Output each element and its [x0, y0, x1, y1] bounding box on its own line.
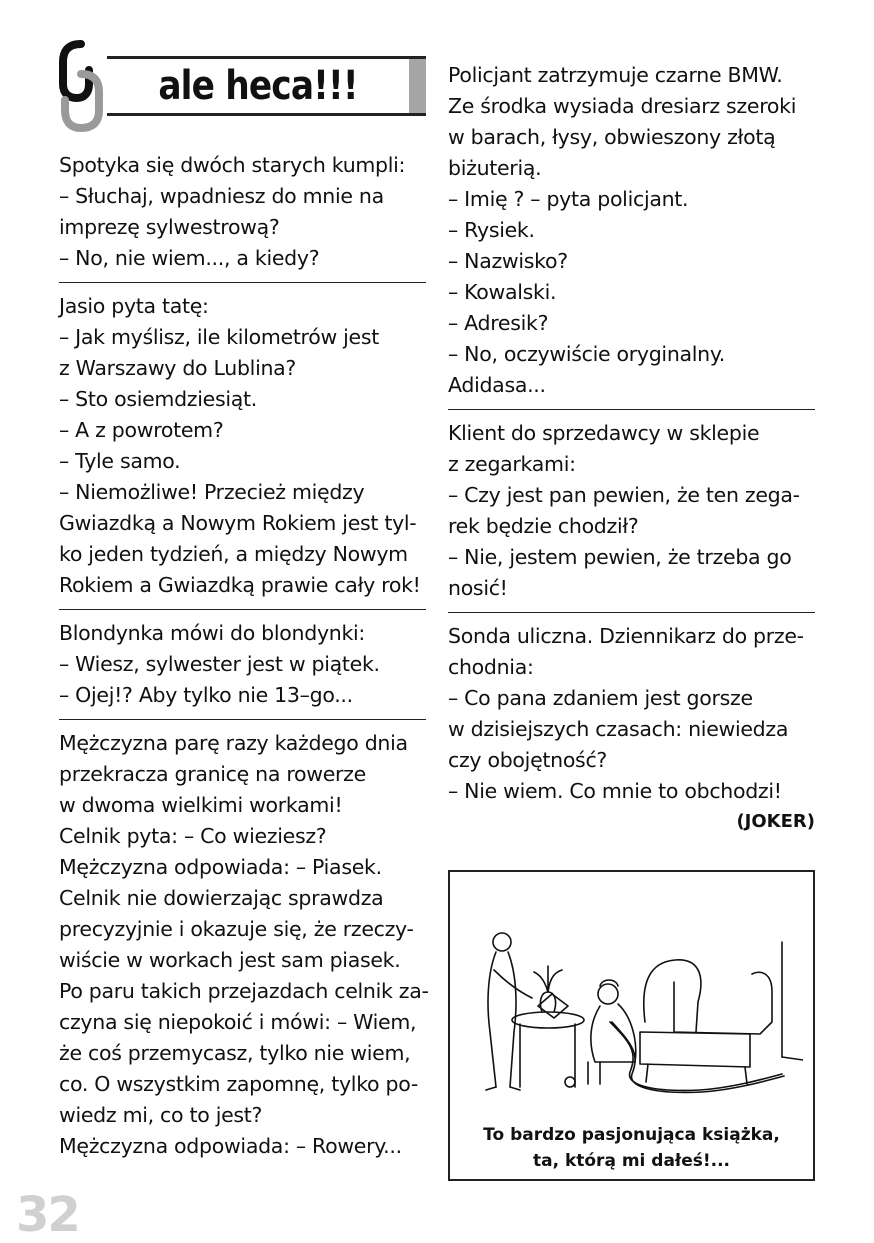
joke-line: Blondynka mówi do blondynki: — [59, 621, 366, 645]
joke — [59, 283, 426, 609]
joke-line: wiedz mi, co to jest? — [59, 1103, 263, 1127]
joke-line: Adidasa... — [448, 373, 546, 397]
joke-line: Celnik pyta: – Co wieziesz? — [59, 824, 327, 848]
joke-line: – No, nie wiem..., a kiedy? — [59, 246, 320, 270]
joke-line: czy obojętność? — [448, 748, 607, 772]
joke-line: nosić! — [448, 576, 508, 600]
joke-line: – Kowalski. — [448, 280, 557, 304]
joke-line: – Jak myślisz, ile kilometrów jest — [59, 325, 379, 349]
joke-line: Jasio pyta tatę: — [59, 294, 209, 318]
joke-line: – Ojej!? Aby tylko nie 13–go... — [59, 683, 353, 707]
joke-line: Mężczyzna odpowiada: – Piasek. — [59, 855, 382, 879]
joke-line: z zegarkami: — [448, 452, 576, 476]
source-credit: (JOKER) — [736, 811, 815, 832]
joke-line: Po paru takich przejazdach celnik za- — [59, 979, 429, 1003]
joke-line: – A z powrotem? — [59, 418, 224, 442]
joke-line: w dwoma wielkimi workami! — [59, 793, 343, 817]
joke-line: Klient do sprzedawcy w sklepie — [448, 421, 760, 445]
joke-line: Mężczyzna odpowiada: – Rowery... — [59, 1134, 402, 1158]
joke-line: w dzisiejszych czasach: niewiedza — [448, 717, 789, 741]
joke-line: rek będzie chodził? — [448, 514, 639, 538]
paperclip-logo-icon — [59, 40, 103, 132]
joke — [448, 613, 815, 845]
joke-line: Policjant zatrzymuje czarne BMW. — [448, 63, 783, 87]
joke-line: imprezę sylwestrową? — [59, 215, 280, 239]
section-header — [59, 40, 426, 132]
joke-line: – Słuchaj, wpadniesz do mnie na — [59, 184, 384, 208]
joke-line: – Nazwisko? — [448, 249, 568, 273]
cartoon-box — [448, 870, 815, 1181]
joke-line: – Niemożliwe! Przecież między — [59, 480, 365, 504]
joke-line: w barach, łysy, obwieszony złotą — [448, 125, 776, 149]
joke-line: co. O wszystkim zapomnę, tylko po- — [59, 1072, 418, 1096]
left-column — [59, 142, 429, 1170]
joke-line: – Czy jest pan pewien, że ten zega- — [448, 483, 800, 507]
right-column — [448, 52, 815, 845]
joke-line: Gwiazdką a Nowym Rokiem jest tyl- — [59, 511, 417, 535]
joke-line: – Adresik? — [448, 311, 549, 335]
page-number: 32 — [16, 1187, 79, 1243]
joke-line: Mężczyzna parę razy każdego dnia — [59, 731, 408, 755]
joke-line: ko jeden tydzień, a między Nowym — [59, 542, 408, 566]
joke-line: – No, oczywiście oryginalny. — [448, 342, 725, 366]
joke-line: – Tyle samo. — [59, 449, 181, 473]
joke — [59, 610, 426, 719]
title-accent-bar — [409, 59, 426, 113]
caption-line: ta, którą mi dałeś!... — [532, 1151, 731, 1171]
joke-line: – Sto osiemdziesiąt. — [59, 387, 257, 411]
joke-line: – Nie wiem. Co mnie to obchodzi! — [448, 779, 782, 803]
joke-line: biżuterią. — [448, 156, 542, 180]
joke — [59, 720, 429, 1170]
joke-line: chodnia: — [448, 655, 534, 679]
joke-line: – Imię ? – pyta policjant. — [448, 187, 689, 211]
joke-line: Sonda uliczna. Dziennikarz do prze- — [448, 624, 804, 648]
joke-line: Ze środka wysiada dresiarz szeroki — [448, 94, 797, 118]
joke-line: przekracza granicę na rowerze — [59, 762, 366, 786]
joke — [448, 410, 815, 612]
joke-line: – Rysiek. — [448, 218, 535, 242]
joke-line: Spotyka się dwóch starych kumpli: — [59, 153, 406, 177]
joke — [59, 142, 426, 282]
cartoon-illustration — [460, 882, 803, 1112]
joke-line: z Warszawy do Lublina? — [59, 356, 297, 380]
joke-line: Rokiem a Gwiazdką prawie cały rok! — [59, 573, 421, 597]
joke-line: – Co pana zdaniem jest gorsze — [448, 686, 753, 710]
title-box — [107, 56, 426, 116]
joke-line: – Wiesz, sylwester jest w piątek. — [59, 652, 380, 676]
joke-line: precyzyjnie i okazuje się, że rzeczy- — [59, 917, 414, 941]
joke-line: – Nie, jestem pewien, że trzeba go — [448, 545, 792, 569]
section-title: ale heca!!! — [158, 63, 358, 109]
joke-line: że coś przemycasz, tylko nie wiem, — [59, 1041, 411, 1065]
joke — [448, 52, 815, 409]
caption-line: To bardzo pasjonująca książka, — [483, 1125, 780, 1145]
joke-line: wiście w workach jest sam piasek. — [59, 948, 401, 972]
joke-line: Celnik nie dowierzając sprawdza — [59, 886, 384, 910]
joke-line: czyna się niepokoić i mówi: – Wiem, — [59, 1010, 417, 1034]
cartoon-caption — [450, 1122, 813, 1174]
